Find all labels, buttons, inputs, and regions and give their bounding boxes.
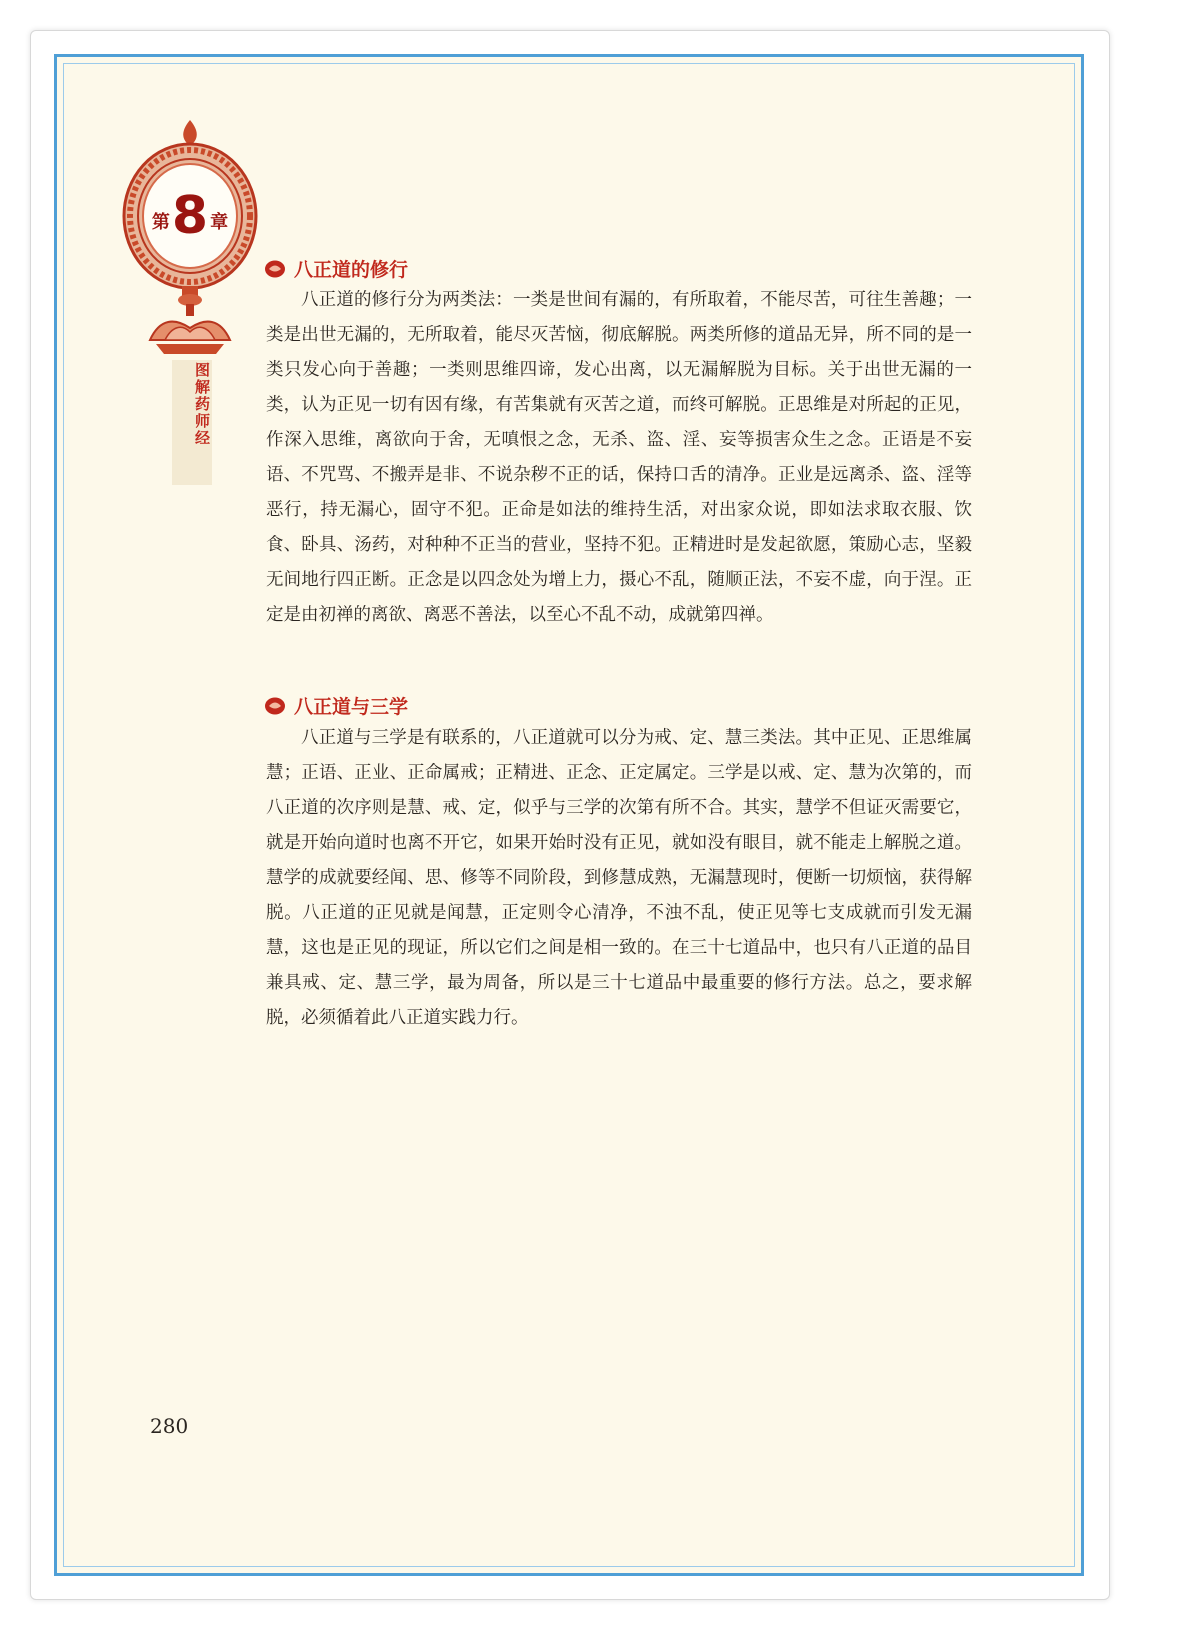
chapter-prefix: 第 <box>151 212 170 233</box>
section-heading-1 <box>264 255 408 282</box>
section-body-1: 八正道的修行分为两类法：一类是世间有漏的，有所取着，不能尽苦，可往生善趣；一类是出世无漏的，无所取着，能尽灭苦恼，彻底解脱。两类所修的道品无异，所不同的是一类只发心向于善趣；一类则思维四谛，发心出离，以无漏解脱为目标。关于出世无漏的一类，认为正见一切有因有缘，有苦集就有灭苦之道，而终可解脱。正思维是对所起的正见，作深入思维，离欲向于舍，无嗔恨之念，无杀、盗、淫、妄等损害众生之念。正语是不妄语、不咒骂、不搬弄是非、不说杂秽不正的话，保持口舌的清净。正业是远离杀、盗、淫等恶行，持无漏心，固守不犯。正命是如法的维持生活，对出家众说，即如法求取衣服、饮食、卧具、汤药，对种种不正当的营业，坚持不犯。正精进时是发起欲愿，策励心志，坚毅无间地行四正断。正念是以四念处为增上力，摄心不乱，随顺正法，不妄不虚，向于涅。正定是由初禅的离欲、离恶不善法，以至心不乱不动，成就第四禅。 <box>266 290 972 625</box>
chapter-suffix: 章 <box>210 212 229 233</box>
page-number: 280 <box>150 1414 189 1438</box>
section-heading-2 <box>264 692 408 719</box>
lotus-bullet-icon <box>264 259 286 279</box>
section-body-2: 八正道与三学是有联系的，八正道就可以分为戒、定、慧三类法。其中正见、正思维属慧；正语、正业、正命属戒；正精进、正念、正定属定。三学是以戒、定、慧为次第的，而八正道的次序则是慧、戒、定，似乎与三学的次第有所不合。其实，慧学不但证灭需要它，就是开始向道时也离不开它，如果开始时没有正见，就如没有眼目，就不能走上解脱之道。慧学的成就要经闻、思、修等不同阶段，到修慧成熟，无漏慧现时，便断一切烦恼，获得解脱。八正道的正见就是闻慧，正定则令心清净，不浊不乱，使正见等七支成就而引发无漏慧，这也是正见的现证，所以它们之间是相一致的。在三十七道品中，也只有八正道的品目兼具戒、定、慧三学，最为周备，所以是三十七道品中最重要的修行方法。总之，要求解脱，必须循着此八正道实践力行。 <box>266 728 972 1028</box>
chapter-number: 8 <box>171 186 209 246</box>
chapter-badge <box>143 176 237 256</box>
section-heading-text: 八正道与三学 <box>294 696 409 718</box>
section-heading-text: 八正道的修行 <box>294 259 409 281</box>
book-title-vertical: 图解药师经 <box>193 362 211 447</box>
lotus-bullet-icon <box>264 696 286 716</box>
